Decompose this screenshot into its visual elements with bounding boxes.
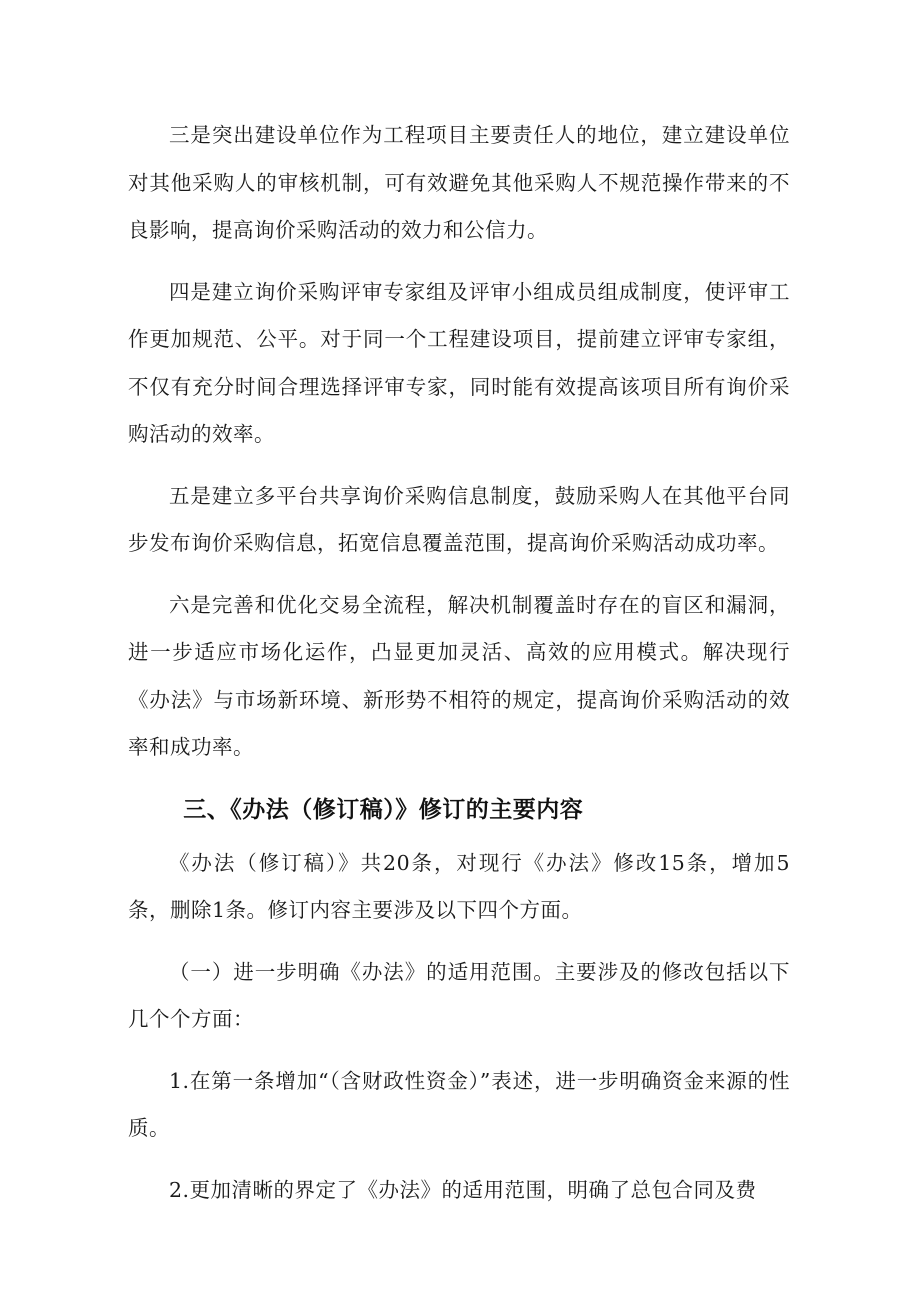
section-heading: 三、《办法（修订稿）》修订的主要内容 xyxy=(183,796,584,823)
paragraph-point-four: 四是建立询价采购评审专家组及评审小组成员组成制度，使评审工作更加规范、公平。对于同一个工程建设项目，提前建立评审专家组，不仅有充分时间合理选择评审专家，同时能有效提高该项目所有询价采购活动的效率。 xyxy=(128,279,790,446)
paragraph-summary: 《办法（修订稿）》共20条，对现行《办法》修改15条，增加5条，删除1条。修订内容主要涉及以下四个方面。 xyxy=(128,850,790,922)
paragraph-point-six: 六是完善和优化交易全流程，解决机制覆盖时存在的盲区和漏洞，进一步适应市场化运作，凸显更加灵活、高效的应用模式。解决现行《办法》与市场新环境、新形势不相符的规定，提高询价采购活动的效率和成功率。 xyxy=(128,592,790,759)
paragraph-item-1: 1.在第一条增加“（含财政性资金）”表述，进一步明确资金来源的性质。 xyxy=(128,1068,790,1140)
paragraph-scope: （一）进一步明确《办法》的适用范围。主要涉及的修改包括以下几个个方面： xyxy=(128,959,790,1031)
paragraph-point-five: 五是建立多平台共享询价采购信息制度，鼓励采购人在其他平台同步发布询价采购信息，拓宽信息覆盖范围，提高询价采购活动成功率。 xyxy=(128,483,790,555)
document-body xyxy=(128,112,790,1214)
paragraph-point-three: 三是突出建设单位作为工程项目主要责任人的地位，建立建设单位对其他采购人的审核机制，可有效避免其他采购人不规范操作带来的不良影响，提高询价采购活动的效力和公信力。 xyxy=(128,123,790,242)
paragraph-item-2: 2.更加清晰的界定了《办法》的适用范围，明确了总包合同及费 xyxy=(169,1177,757,1202)
